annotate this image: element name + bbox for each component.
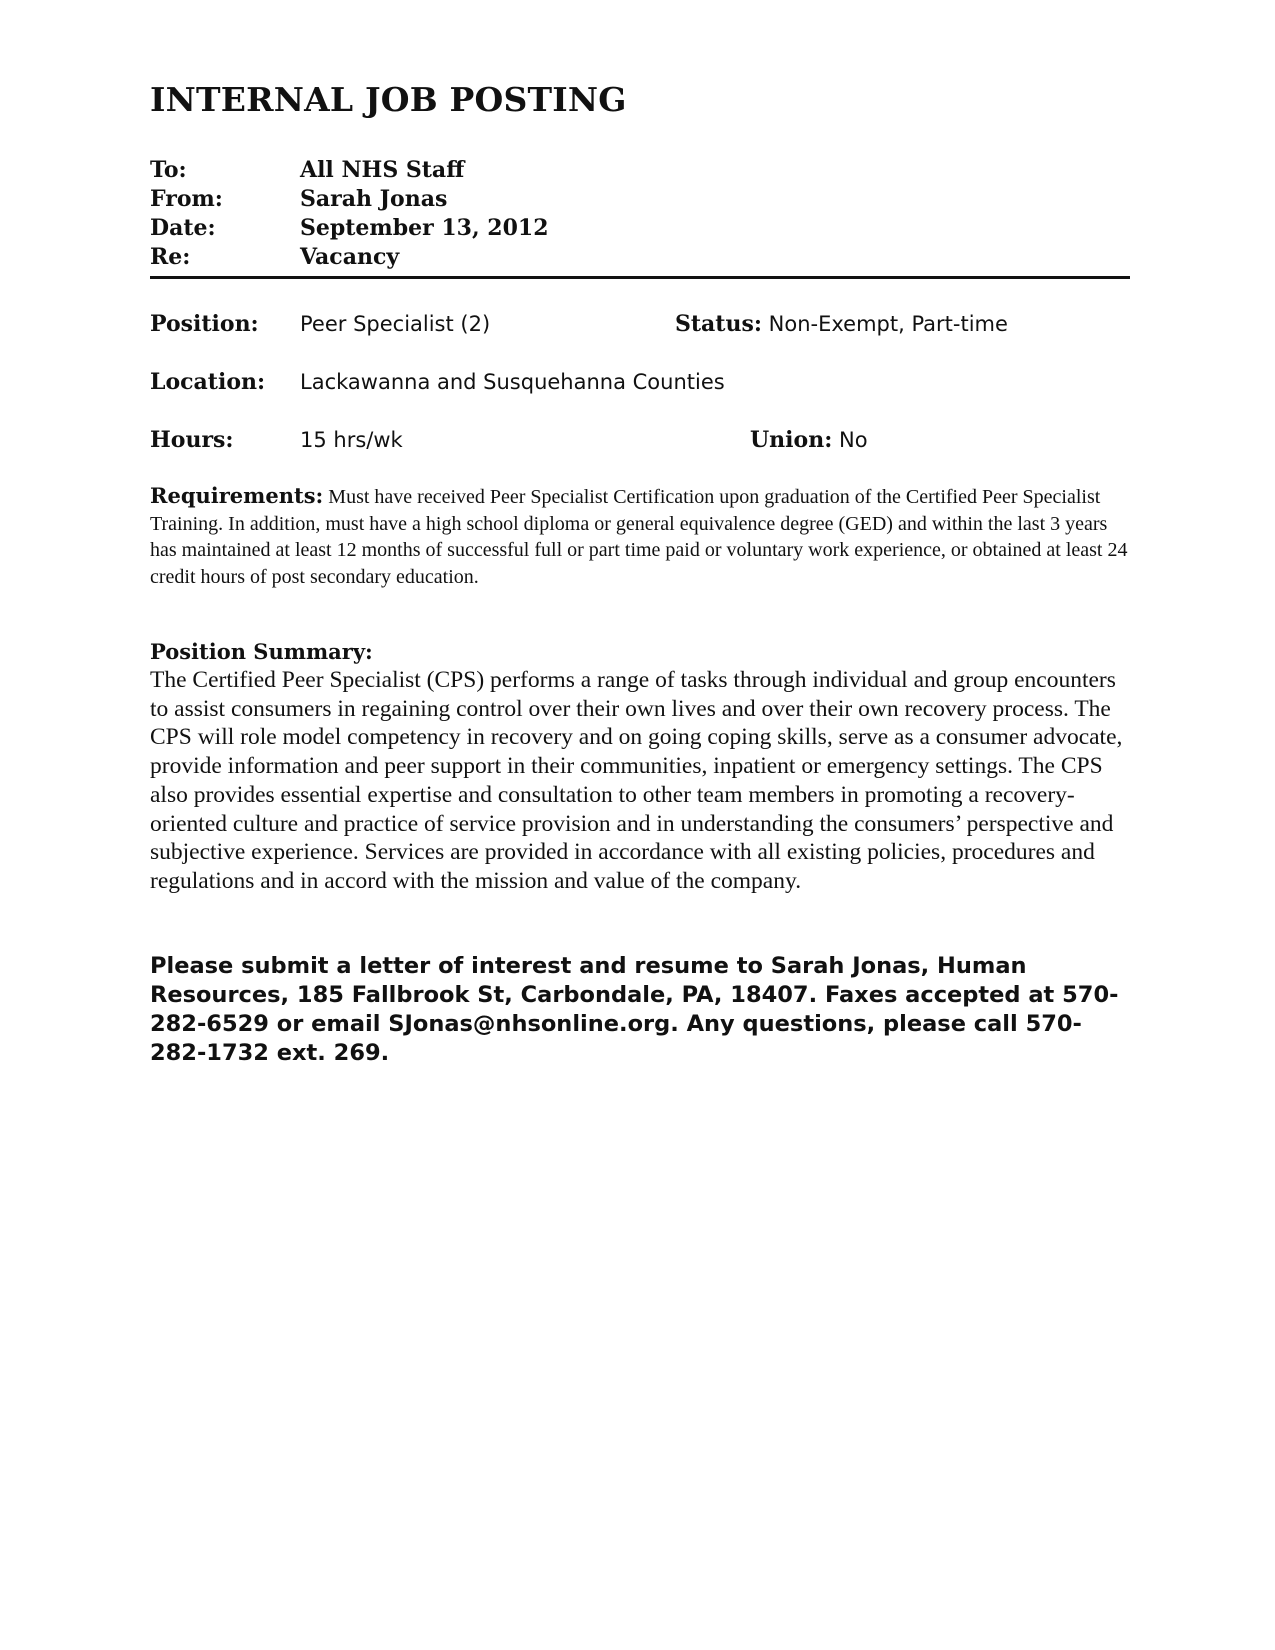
memo-from-value: Sarah Jonas (300, 186, 448, 212)
memo-from-label: From: (150, 186, 223, 212)
position-row (150, 309, 1130, 367)
requirements-text: Must have received Peer Specialist Certification upon graduation of the Certified Peer Specialist Training. In addition, must have a high school diploma or general equivalence degree (GED) and within the last 3 years has maintained at least 12 months of successful full or part time paid or voluntary work experience, or obtained at least 24 credit hours of post secondary education. (150, 486, 1128, 588)
position-summary-heading: Position Summary: (150, 639, 373, 664)
hours-label: Hours: (150, 427, 234, 453)
position-summary-text: The Certified Peer Specialist (CPS) performs a range of tasks through individual and group encounters to assist consumers in regaining control over their own lives and over their own recovery process. The CPS will role model competency in recovery and on going coping skills, serve as a consumer advocate, provide information and peer support in their communities, inpatient or emergency settings. The CPS also provides essential expertise and consultation to other team members in promoting a recovery-oriented culture and practice of service provision and in understanding the consumers’ perspective and subjective experience. Services are provided in accordance with all existing policies, procedures and regulations and in accord with the mission and value of the company. (150, 667, 1123, 894)
location-label: Location: (150, 369, 266, 395)
status-field (675, 309, 1008, 339)
requirements-section (150, 483, 1135, 590)
position-label: Position: (150, 311, 259, 337)
memo-row-date (150, 214, 1130, 243)
header-divider (150, 276, 1130, 279)
memo-row-to (150, 156, 1130, 185)
requirements-label: Requirements: (150, 483, 324, 508)
memo-date-value: September 13, 2012 (300, 215, 549, 241)
status-value: Non-Exempt, Part-time (768, 312, 1008, 336)
memo-re-label: Re: (150, 244, 191, 270)
memo-to-label: To: (150, 157, 187, 183)
position-details (150, 309, 1130, 483)
union-field (750, 425, 868, 455)
hours-value: 15 hrs/wk (300, 428, 403, 452)
memo-row-re (150, 243, 1130, 272)
memo-row-from (150, 185, 1130, 214)
location-value: Lackawanna and Susquehanna Counties (300, 370, 725, 394)
memo-date-label: Date: (150, 215, 216, 241)
hours-row (150, 425, 1130, 483)
submission-instructions: Please submit a letter of interest and resume to Sarah Jonas, Human Resources, 185 Fallbrook St, Carbondale, PA, 18407. Faxes accepted at 570-282-6529 or email SJonas@nhsonline.org. Any questions, please call 570-282-1732 ext. 269. (150, 952, 1119, 1066)
memo-header (150, 156, 1130, 272)
status-label: Status: (675, 311, 762, 337)
memo-to-value: All NHS Staff (300, 157, 465, 183)
position-value: Peer Specialist (2) (300, 312, 491, 336)
union-label: Union: (750, 427, 833, 453)
document-title: INTERNAL JOB POSTING (150, 80, 627, 119)
job-posting-document (150, 72, 1130, 1068)
location-row (150, 367, 1130, 425)
union-value: No (839, 428, 868, 452)
memo-re-value: Vacancy (300, 244, 400, 270)
